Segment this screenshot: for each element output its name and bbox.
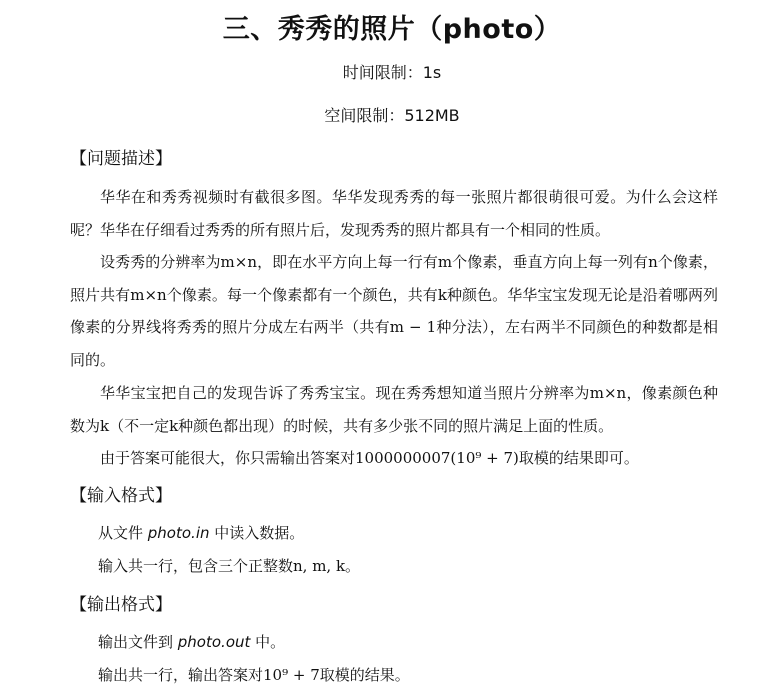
space-limit: 空间限制：512MB — [324, 106, 460, 125]
description-paragraph-3: 华华宝宝把自己的发现告诉了秀秀宝宝。现在秀秀想知道当照片分辨率为m×n，像素颜色种数为k（不一定k种颜色都出现）的时候，共有多少张不同的照片满足上面的性质。 — [70, 384, 718, 435]
output-file-suffix: 中。 — [250, 633, 286, 651]
input-format-heading: 【输入格式】 — [70, 486, 172, 506]
description-paragraph-1: 华华在和秀秀视频时有截很多图。华华发现秀秀的每一张照片都很萌很可爱。为什么会这样呢？华华在仔细看过秀秀的所有照片后，发现秀秀的照片都具有一个相同的性质。 — [70, 188, 718, 239]
output-file-prefix: 输出文件到 — [98, 633, 178, 651]
output-format-line: 输出共一行，输出答案对10⁹ + 7取模的结果。 — [98, 666, 410, 684]
output-file-line — [98, 630, 285, 654]
input-file-suffix: 中读入数据。 — [209, 524, 305, 542]
problem-title: 三、秀秀的照片（photo） — [222, 14, 562, 45]
output-filename: photo.out — [177, 633, 251, 651]
description-paragraph-4: 由于答案可能很大，你只需输出答案对1000000007(10⁹ + 7)取模的结果即可。 — [100, 449, 639, 467]
input-file-line — [98, 521, 304, 545]
description-heading: 【问题描述】 — [70, 149, 172, 169]
input-format-line: 输入共一行，包含三个正整数n, m, k。 — [98, 557, 361, 575]
input-file-prefix: 从文件 — [98, 524, 148, 542]
output-format-heading: 【输出格式】 — [70, 595, 172, 615]
time-limit: 时间限制：1s — [342, 63, 442, 82]
description-paragraph-2: 设秀秀的分辨率为m×n，即在水平方向上每一行有m个像素，垂直方向上每一列有n个像素，照片共有m×n个像素。每一个像素都有一个颜色，共有k种颜色。华华宝宝发现无论是沿着哪两列像素的分界线将秀秀的照片分成左右两半（共有m − 1种分法），左右两半不同颜色的种数都是相同的。 — [70, 253, 718, 369]
input-filename: photo.in — [147, 524, 210, 542]
